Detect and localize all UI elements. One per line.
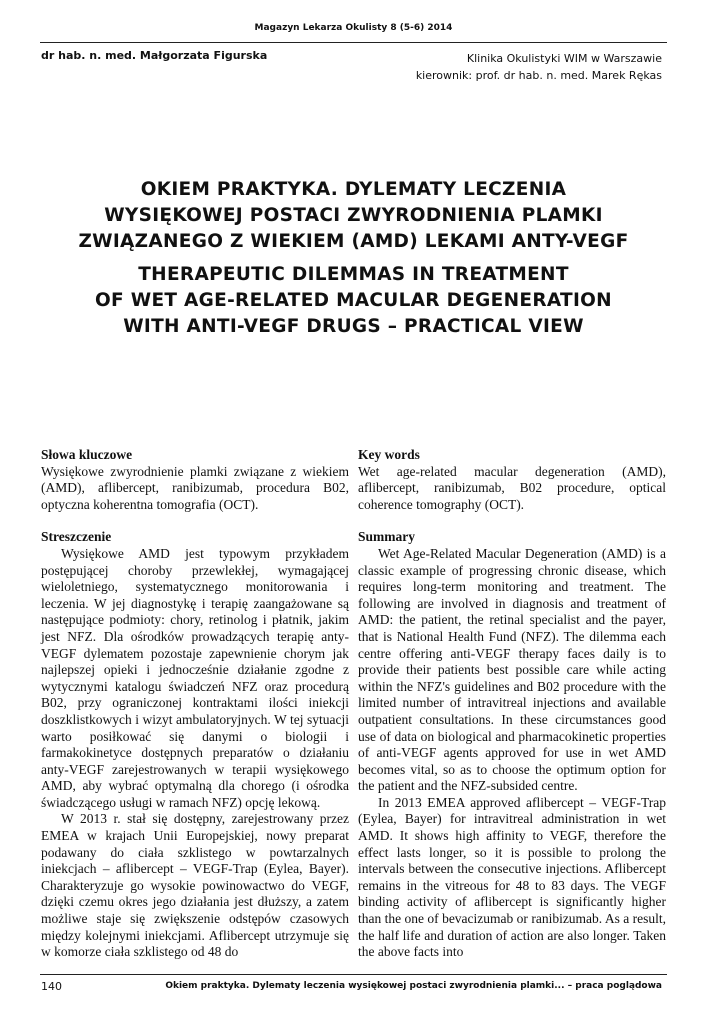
title-polish-line: ZWIĄZANEGO Z WIEKIEM (AMD) LEKAMI ANTY-VEGF bbox=[78, 231, 629, 252]
summary-paragraph-pl: W 2013 r. stał się dostępny, zarejestrowany przez EMEA w krajach Unii Europejskiej, nowy preparat podawany do ciała szklistego w powtarzalnych iniekcjach – aflibercept – VEGF-Trap (Eylea, Bayer). Charakteryzuje go wysokie powinowactwo do VEGF, dzięki czemu okres jego działania jest dłuższy, a zatem możliwe staje się zwiększenie odstępów czasowych między kolejnymi iniekcjami. Aflibercept utrzymuje się w komorze ciała szklistego od 48 do bbox=[41, 811, 349, 960]
header-divider bbox=[40, 42, 667, 43]
title-polish-line: WYSIĘKOWEJ POSTACI ZWYRODNIENIA PLAMKI bbox=[104, 205, 603, 226]
author-name: dr hab. n. med. Małgorzata Figurska bbox=[41, 49, 268, 62]
summary-paragraph-pl: Wysiękowe AMD jest typowym przykładem postępującej choroby przewlekłej, wymagającej wieloletniego, systematycznego monitorowania i leczenia. W jej diagnostykę i terapię zaangażowane są następujące podmioty: chory, retinolog i płatnik, jakim jest NFZ. Dla ośrodków prowadzących terapię anty-VEGF dylematem pozostaje zapewnienie chorym jak najlepszej opieki i jednocześnie działanie zgodne z wytycznymi katalogu świadczeń NFZ oraz procedurą B02, przy ograniczonej kontraktami ilości iniekcji doszklistkowych i wizyt ambulatoryjnych. W tej sytuacji warto posiłkować się danymi o biologii i farmakokinetyce dostępnych preparatów o działaniu anty-VEGF zarejestrowanych w terapii wysiękowego AMD, aby wybrać optymalną dla chorego (i ośrodka świadczącego usługi w ramach NFZ) opcję lekową. bbox=[41, 545, 349, 810]
summary-paragraph-en: In 2013 EMEA approved aflibercept – VEGF-Trap (Eylea, Bayer) for intravitreal administration in wet AMD. It shows high affinity to VEGF, therefore the effect lasts longer, so it is possible to prolong the intervals between the consecutive injections. Aflibercept remains in the vitreous for 48 to 83 days. The VEGF binding activity of aflibercept is significantly higher than the one of bevacizumab or ranibizumab. As a result, the half life and duration of action are also longer. Taken the above facts into bbox=[358, 794, 666, 960]
title-english-line: THERAPEUTIC DILEMMAS IN TREATMENT bbox=[138, 264, 569, 285]
head-of-clinic: kierownik: prof. dr hab. n. med. Marek Rękas bbox=[415, 69, 662, 82]
title-polish bbox=[0, 177, 707, 255]
keywords-heading-en: Key words bbox=[358, 447, 420, 462]
summary-heading-en: Summary bbox=[358, 529, 415, 545]
title-polish-line: OKIEM PRAKTYKA. DYLEMATY LECZENIA bbox=[140, 179, 567, 200]
keywords-text-pl: Wysiękowe zwyrodnienie plamki związane z wiekiem (AMD), aflibercept, ranibizumab, procedura B02, optyczna koherentna tomografia (OCT). bbox=[41, 463, 349, 512]
section-gap bbox=[41, 513, 349, 529]
title-english bbox=[0, 262, 707, 340]
keywords-text-en: Wet age-related macular degeneration (AMD), aflibercept, ranibizumab, B02 procedure, optical coherence tomography (OCT). bbox=[358, 463, 666, 512]
affiliation-block bbox=[416, 50, 662, 84]
footer-divider bbox=[40, 974, 667, 975]
summary-paragraph-en: Wet Age-Related Macular Degeneration (AMD) is a classic example of progressing chronic disease, which requires long-term monitoring and treatment. The following are involved in diagnosis and treatment of AMD: the patient, the retinal specialist and the payer, that is National Health Fund (NFZ). The dilemma each centre offering anti-VEGF therapy faces daily is to provide their patients best possible care while acting within the NFZ's guidelines and B02 procedure with the limited number of intravitreal injections and available outpatient consultations. In these circumstances good use of data on biological and pharmacokinetic properties of anti-VEGF agents approved for use in wet AMD becomes vital, so as to choose the optimum option for the patient and the NFZ-subsided centre. bbox=[358, 545, 666, 794]
keywords-heading-pl: Słowa kluczowe bbox=[41, 447, 133, 462]
page-number: 140 bbox=[41, 980, 62, 993]
section-gap bbox=[358, 513, 666, 529]
english-column bbox=[358, 447, 666, 961]
polish-column bbox=[41, 447, 349, 961]
affiliation: Klinika Okulistyki WIM w Warszawie bbox=[466, 52, 662, 65]
journal-header: Magazyn Lekarza Okulisty 8 (5-6) 2014 bbox=[254, 23, 453, 33]
title-english-line: OF WET AGE-RELATED MACULAR DEGENERATION bbox=[95, 290, 612, 311]
running-title: Okiem praktyka. Dylematy leczenia wysiękowej postaci zwyrodnienia plamki... – praca poglądowa bbox=[165, 981, 662, 991]
title-english-line: WITH ANTI-VEGF DRUGS – PRACTICAL VIEW bbox=[123, 316, 584, 337]
summary-heading-pl: Streszczenie bbox=[41, 529, 112, 545]
